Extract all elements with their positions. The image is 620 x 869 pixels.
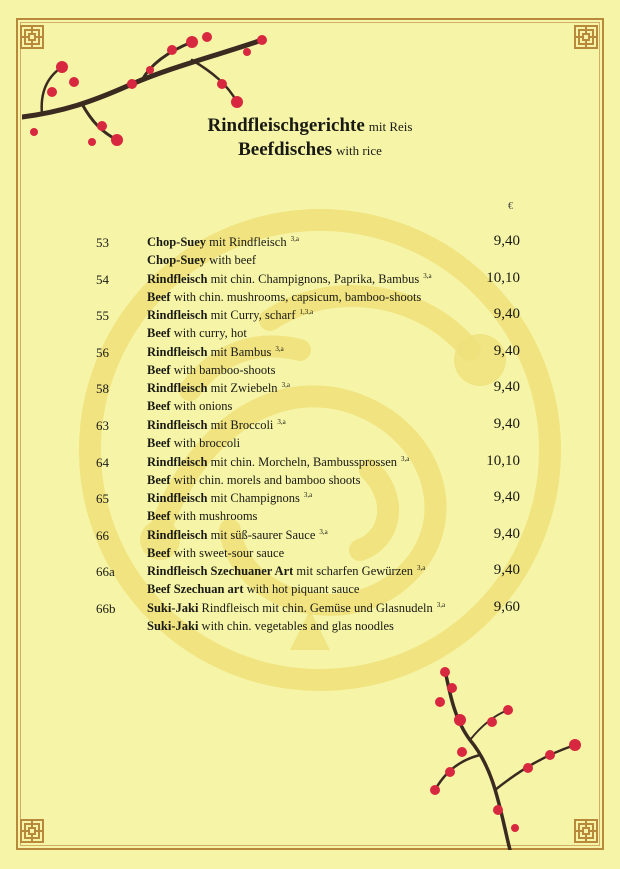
menu-list	[0, 233, 620, 636]
menu-item	[0, 343, 620, 380]
item-number: 58	[96, 381, 109, 397]
item-price: 9,40	[493, 525, 520, 542]
item-price: 9,40	[493, 415, 520, 432]
item-price: 10,10	[486, 452, 520, 469]
item-name-english	[147, 546, 284, 561]
dish-description: with bamboo-shoots	[170, 362, 276, 377]
item-number: 66b	[96, 600, 116, 616]
allergen-code: 3,a	[277, 417, 286, 426]
allergen-code: 1,3,a	[299, 308, 314, 317]
page-title-german	[0, 116, 620, 135]
item-price: 9,40	[493, 342, 520, 359]
dish-description: with onions	[170, 399, 233, 414]
item-number: 63	[96, 417, 109, 433]
dish-name: Chop-Suey	[147, 235, 207, 250]
menu-item	[0, 270, 620, 307]
item-name-english	[147, 509, 257, 524]
item-name-german	[147, 272, 432, 287]
dish-description: mit Zwiebeln	[207, 381, 278, 396]
dish-name: Suki-Jaki	[147, 601, 199, 616]
item-price: 9,40	[493, 379, 520, 396]
dish-name: Beef Szechuan art	[147, 582, 244, 597]
item-name-german	[147, 235, 299, 250]
item-name-english	[147, 582, 359, 597]
dish-description: mit Curry, scharf	[207, 308, 296, 323]
item-name-english	[147, 326, 247, 341]
menu-item	[0, 489, 620, 526]
dish-name: Rindfleisch	[147, 271, 208, 286]
dish-description: mit süß-saurer Sauce	[207, 527, 316, 542]
item-price: 9,60	[493, 598, 520, 615]
title-sub: mit Reis	[368, 119, 413, 134]
dish-description: with hot piquant sauce	[243, 582, 360, 597]
corner-knot-ornament	[573, 24, 599, 50]
item-number: 65	[96, 491, 109, 507]
dish-description: with chin. mushrooms, capsicum, bamboo-shoots	[170, 289, 422, 304]
menu-item	[0, 599, 620, 636]
dish-name: Beef	[147, 362, 171, 377]
dish-name: Rindfleisch	[147, 308, 208, 323]
dish-name: Rindfleisch	[147, 381, 208, 396]
item-number: 66	[96, 527, 109, 543]
allergen-code: 3,a	[319, 527, 328, 536]
item-name-german	[147, 564, 425, 579]
dish-name: Rindfleisch	[147, 491, 208, 506]
allergen-code: 3,a	[281, 381, 290, 390]
menu-item	[0, 526, 620, 563]
item-price: 10,10	[486, 269, 520, 286]
item-name-german	[147, 345, 284, 360]
item-number: 66a	[96, 564, 115, 580]
plum-blossom-branch	[400, 660, 600, 850]
item-name-english	[147, 436, 240, 451]
menu-item	[0, 379, 620, 416]
dish-name: Rindfleisch	[147, 527, 208, 542]
allergen-code: 3,a	[401, 454, 410, 463]
dish-description: with chin. vegetables and glas noodles	[198, 618, 394, 633]
dish-description: with broccoli	[170, 435, 241, 450]
dish-name: Beef	[147, 289, 171, 304]
corner-knot-ornament	[19, 818, 45, 844]
item-number: 54	[96, 271, 109, 287]
item-price: 9,40	[493, 306, 520, 323]
title-sub: with rice	[336, 143, 382, 158]
dish-name: Beef	[147, 435, 171, 450]
item-name-english	[147, 253, 256, 268]
dish-name: Rindfleisch	[147, 454, 208, 469]
dish-description: with curry, hot	[170, 326, 247, 341]
dish-description: with beef	[206, 253, 257, 267]
item-name-english	[147, 619, 394, 634]
dish-description: with sweet-sour sauce	[170, 545, 285, 560]
dish-description: mit Rindfleisch	[206, 235, 287, 250]
menu-item	[0, 562, 620, 599]
dish-description: with mushrooms	[170, 509, 258, 524]
dish-description: mit Broccoli	[207, 418, 274, 433]
allergen-code: 3,a	[303, 491, 313, 500]
dish-name: Rindfleisch Szechuaner Art	[147, 564, 294, 579]
item-number: 53	[96, 235, 109, 250]
item-name-german	[147, 601, 445, 616]
item-name-english	[147, 290, 421, 305]
dish-description: mit Champignons	[207, 491, 300, 506]
menu-item	[0, 306, 620, 343]
menu-item	[0, 453, 620, 490]
item-name-english	[147, 399, 232, 414]
dish-name: Beef	[147, 545, 171, 560]
item-name-german	[147, 491, 312, 506]
menu-item	[0, 416, 620, 453]
item-name-english	[147, 363, 275, 378]
dish-name: Beef	[147, 399, 171, 414]
allergen-code: 3,a	[275, 344, 284, 353]
currency-symbol: €	[508, 201, 513, 212]
dish-description: Rindfleisch mit chin. Gemüse und Glasnudeln	[198, 601, 433, 616]
allergen-code: 3,a	[417, 564, 426, 573]
item-name-german	[147, 308, 313, 323]
dish-description: mit Bambus	[207, 344, 272, 359]
item-name-german	[147, 381, 290, 396]
allergen-code: 3,a	[423, 271, 432, 280]
dish-name: Beef	[147, 472, 171, 487]
item-price: 9,40	[493, 489, 520, 506]
page-title-english	[0, 140, 620, 159]
dish-name: Rindfleisch	[147, 418, 208, 433]
item-price: 9,40	[493, 562, 520, 579]
item-name-english	[147, 473, 361, 488]
title-main: Beefdisches	[238, 139, 333, 160]
allergen-code: 3,a	[290, 235, 299, 243]
item-price: 9,40	[493, 233, 520, 249]
dish-name: Beef	[147, 509, 171, 524]
dish-name: Beef	[147, 326, 171, 341]
dish-name: Suki-Jaki	[147, 618, 199, 633]
allergen-code: 3,a	[436, 600, 446, 609]
dish-name: Rindfleisch	[147, 344, 208, 359]
dish-name: Chop-Suey	[147, 253, 207, 267]
dish-description: mit scharfen Gewürzen	[293, 564, 414, 579]
dish-description: with chin. morels and bamboo shoots	[170, 472, 361, 487]
item-name-german	[147, 455, 409, 470]
title-main: Rindfleischgerichte	[207, 115, 365, 136]
item-name-german	[147, 418, 286, 433]
item-number: 56	[96, 344, 109, 360]
dish-description: mit chin. Champignons, Paprika, Bambus	[207, 271, 420, 286]
dish-description: mit chin. Morcheln, Bambussprossen	[207, 454, 398, 469]
item-number: 55	[96, 308, 109, 324]
item-number: 64	[96, 454, 109, 470]
item-name-german	[147, 528, 328, 543]
menu-item	[0, 233, 620, 270]
